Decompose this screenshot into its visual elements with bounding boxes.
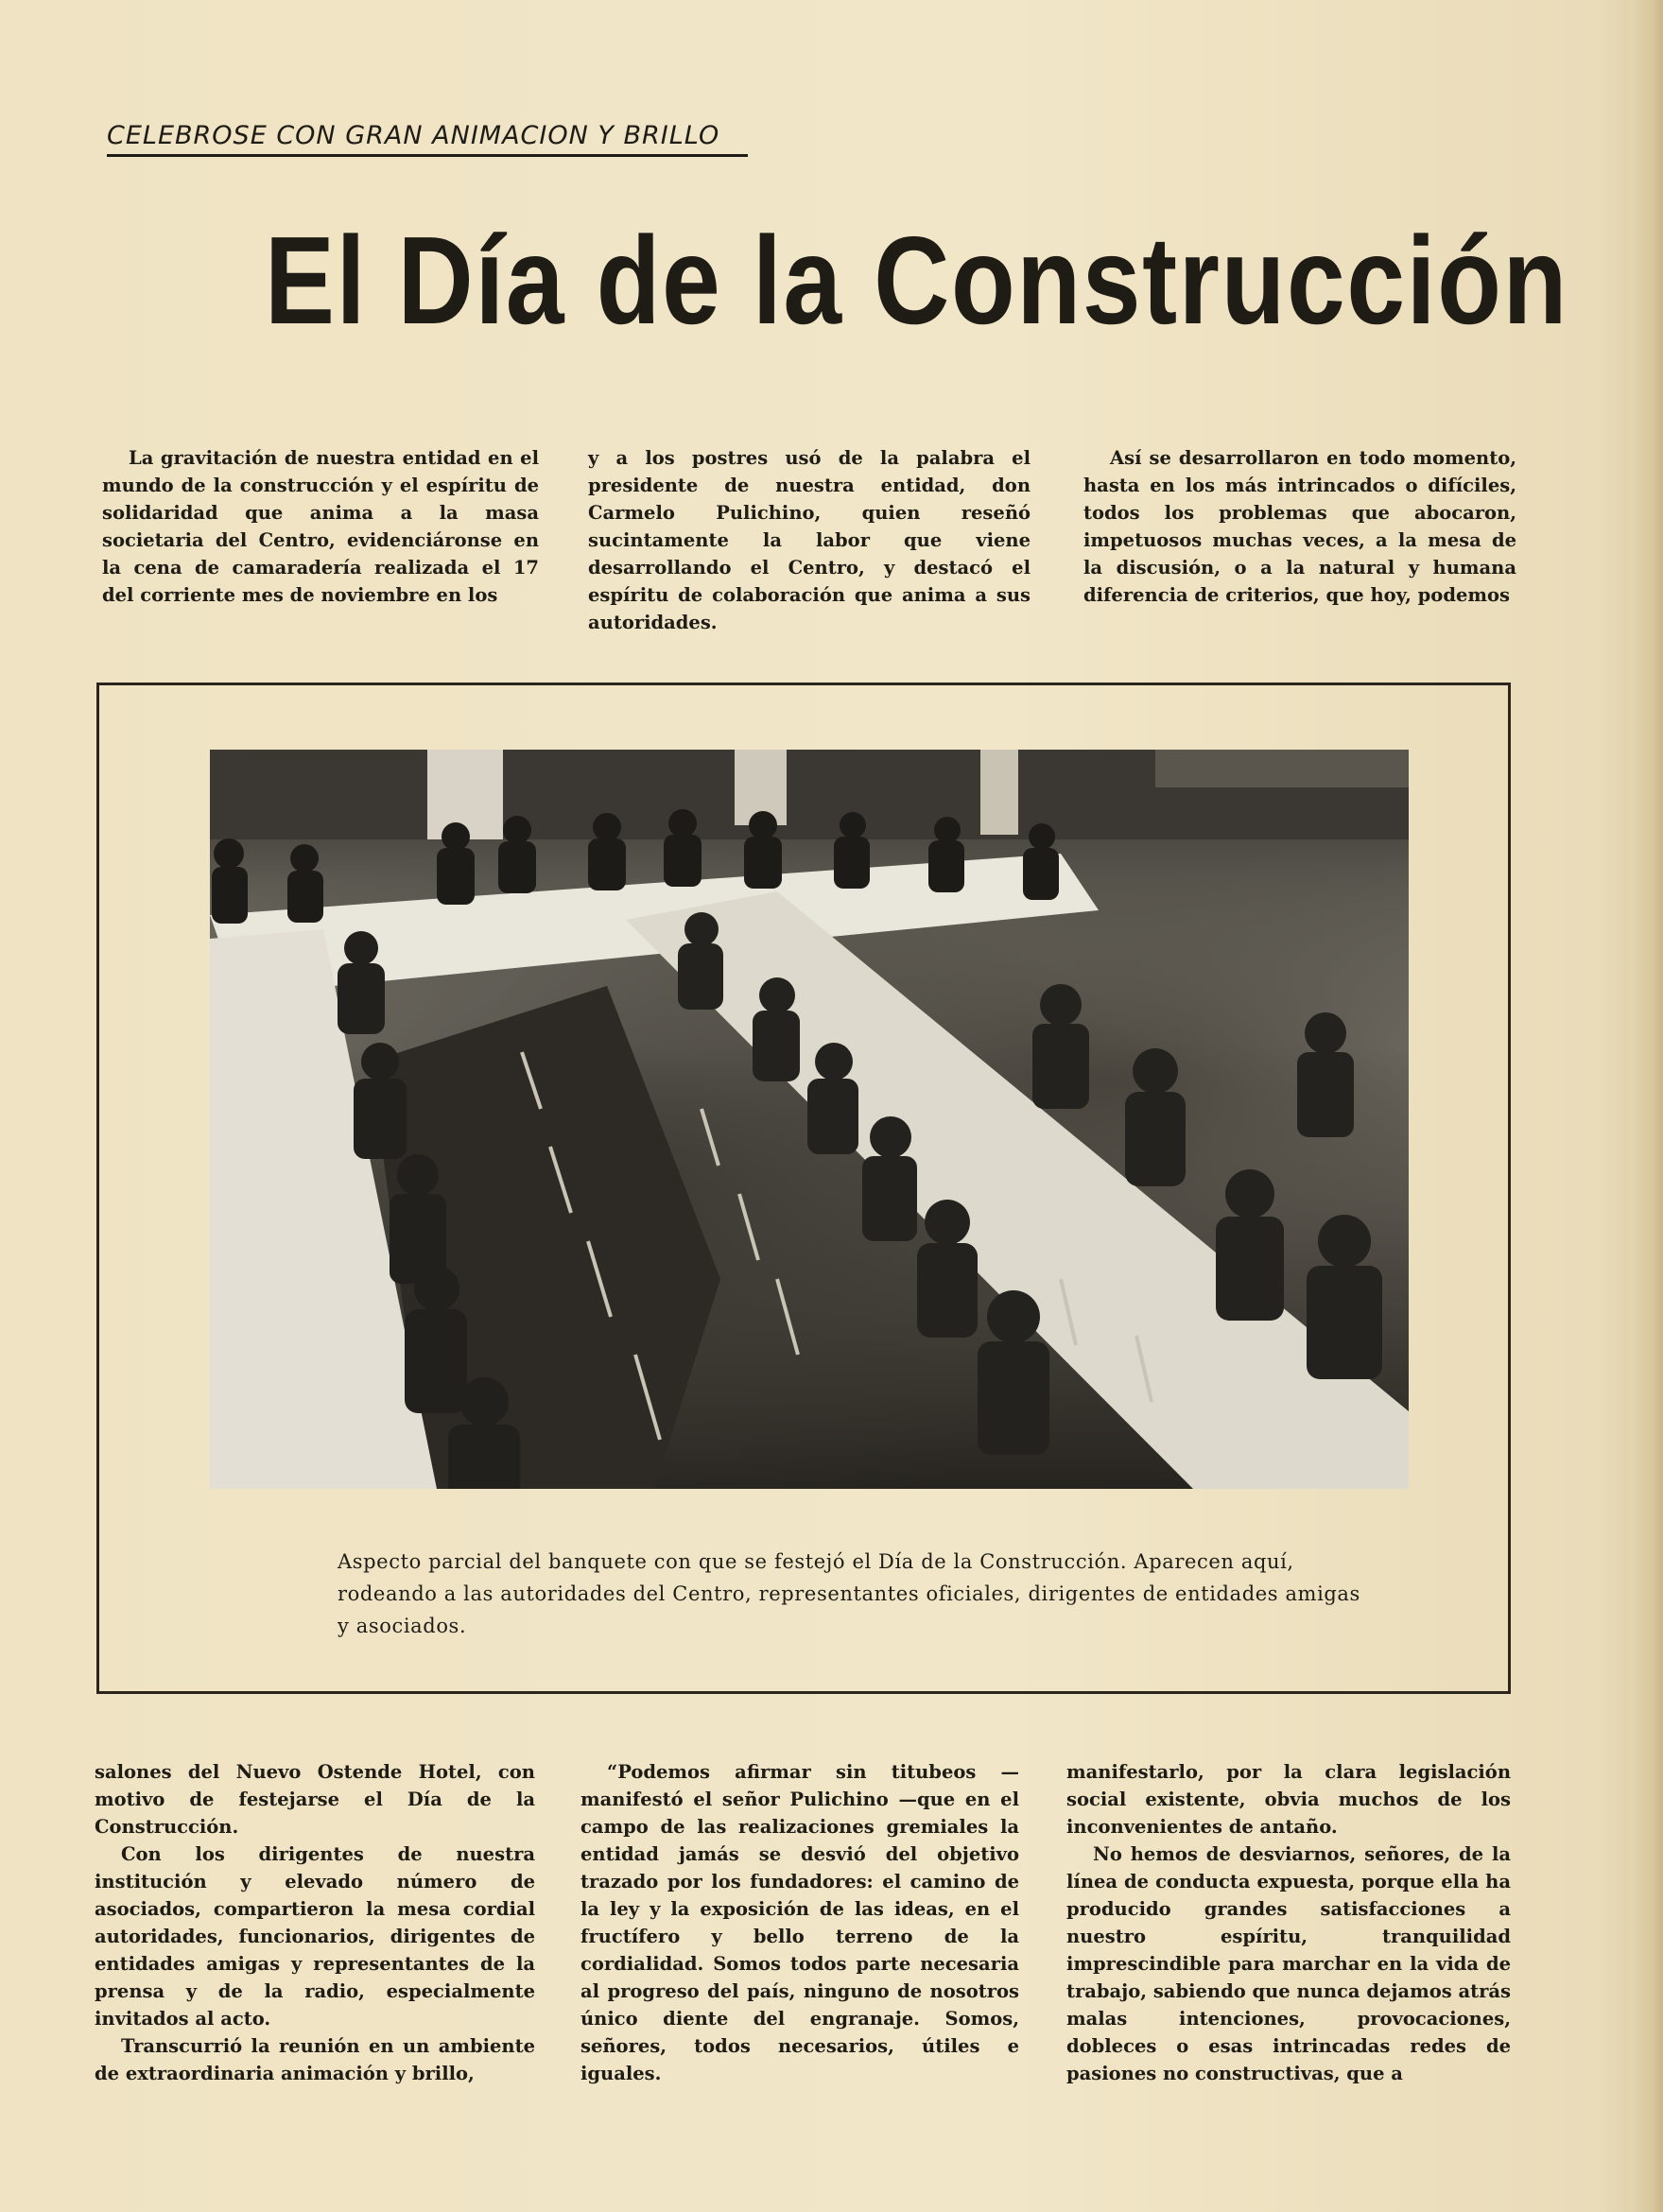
paragraph: La gravitación de nuestra entidad en el mundo de la construcción y el espíritu de solidaridad que anima a la masa societaria del Centro, evidenciáronse en la cena de camaradería realizada el 17 del corriente mes de noviembre en los [102, 447, 539, 606]
paragraph: y a los postres usó de la palabra el presidente de nuestra entidad, don Carmelo Pulichino, quien reseñó sucintamente la labor que viene desarrollando el Centro, y destacó el espíritu de colaboración que anima a sus autoridades. [588, 447, 1031, 633]
bottom-column-2 [580, 1758, 1019, 2087]
bottom-column-3 [1066, 1758, 1511, 2087]
kicker-heading: CELEBROSE CON GRAN ANIMACION Y BRILLO [107, 121, 748, 157]
top-column-3 [1083, 444, 1516, 609]
top-column-1 [102, 444, 539, 609]
banquet-illustration [210, 750, 1409, 1489]
bottom-column-1 [95, 1758, 535, 2087]
top-column-2 [588, 444, 1031, 636]
paragraph: “Podemos afirmar sin titubeos — manifestó el señor Pulichino —que en el campo de las realizaciones gremiales la entidad jamás se desvió del objetivo trazado por los fundadores: el camino de la ley y la exposición de las ideas, en el fructífero y bello terreno de la cordialidad. Somos todos parte necesaria al progreso del país, ninguno de nosotros único diente del engranaje. Somos, señores, todos necesarios, útiles e iguales. [580, 1761, 1019, 2084]
paragraph: No hemos de desviarnos, señores, de la línea de conducta expuesta, porque ella ha producido grandes satisfacciones a nuestro espíritu, tranquilidad imprescindible para marchar en la vida de trabajo, sabiendo que nunca dejamos atrás malas intenciones, provocaciones, dobleces o esas intrincadas redes de pasiones no constructivas, que a [1066, 1843, 1511, 2084]
paragraph: Con los dirigentes de nuestra institución y elevado número de asociados, compartieron la mesa cordial autoridades, funcionarios, dirigentes de entidades amigas y representantes de la prensa y de la radio, especialmente invitados al acto. [95, 1843, 535, 2030]
paragraph: manifestarlo, por la clara legislación social existente, obvia muchos de los inconvenientes de antaño. [1066, 1761, 1511, 1838]
paragraph: Transcurrió la reunión en un ambiente de extraordinaria animación y brillo, [95, 2035, 535, 2084]
photo-caption: Aspecto parcial del banquete con que se festejó el Día de la Construcción. Aparecen aquí, rodeando a las autoridades del Centro, representantes oficiales, dirigentes de entidades amigas y asociados. [338, 1550, 1360, 1637]
paragraph: Así se desarrollaron en todo momento, hasta en los más intrincados o difíciles, todos los problemas que abocaron, impetuosos muchas veces, a la mesa de la discusión, o a la natural y humana diferencia de criterios, que hoy, podemos [1083, 447, 1516, 606]
article-title: El Día de la Construcción [265, 211, 1569, 350]
paragraph: salones del Nuevo Ostende Hotel, con motivo de festejarse el Día de la Construcción. [95, 1761, 535, 1838]
photo-frame [96, 683, 1511, 1694]
banquet-photo [210, 750, 1409, 1489]
page-edge [1629, 0, 1663, 2212]
